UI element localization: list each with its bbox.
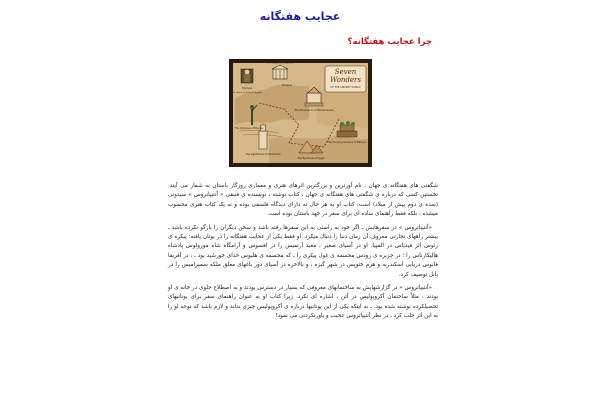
statue-of-zeus-icon (241, 69, 253, 83)
article-body (168, 182, 438, 326)
seven-wonders-banner (325, 66, 366, 92)
paragraph-2: «آنتیپاتروس » در سفرهایش ـ اگر خود به راستی به این سفرها رفته باشد و سخن دیگران را بازگو نکرده باشد ـ بیشتر راههای تجارتی معروف آن زمان دنیا را دنبال میکرد. او فقط یکی از عجایب هفتگانه را در یونان یافته؛ پیکره ی زئوس اثر فیدیاس در المپیا. او در آسیای صغیر ، معبد آرتمیس را در افسوس و آرامگاه شاه موزولوس پادشاه هالیکارناس را ؛ در جزیره ی رودس مجسمه ی غول پیکری را ـ که مجسمه ی هلیوس خدای خورشید بود ـ ، در آفریقا فانوس دریایی اسکندریه و هرم خئوپس در شهر گیزه ، و بالاخره در آسیای دور باغهای معلق ملکه سمیرامیس را در بابل توصیف کرد. (168, 224, 438, 278)
label-olympia: Olympia (242, 87, 252, 90)
seven-wonders-map-image (229, 59, 372, 167)
label-ephesus: Ephesus (281, 84, 293, 87)
label-gardens: The Hanging Gardens of Babylon (327, 141, 367, 144)
label-lighthouse: The Lighthouse of Alexandria (245, 153, 281, 156)
paragraph-3: «آنتیپاتروس » در گزارشهایش به ساختمانهای معروفی که بسیار در دسترس بودند و به اصطلاح جلوی در خانه ی او بودند ، مثلاً ساختمان آکروپولیس در آتن ، اشاره ای نکرد. زیرا کتاب او به عنوان راهنمای سفر برای یونانیهای تحصیلکرده نوشته شده بود. ـ به اینکه یکی از این یونانیها درباره ی آکروپولیس چیزی نداند و لازم باشد که توجه او را به این اثر جلب کرد ، در نظر آنتیپاتروس عجیب و باورنکردنی می نمود! (168, 285, 438, 320)
banner-line2: Wonders (329, 76, 362, 84)
label-zeus: The Statue of Zeus at Olympia (231, 92, 263, 94)
page-title: عجایب هفتگانه (259, 10, 341, 23)
label-temple: The Temple of Artemis (265, 61, 293, 65)
section-heading: چرا عجایب هفتگانه؟ (347, 37, 432, 47)
label-pyramids: The Pyramids of Egypt (297, 157, 325, 160)
label-mausoleum: The Mausoleum of Halicarnassus (294, 109, 334, 112)
banner-line3: OF THE ANCIENT WORLD (330, 86, 361, 89)
banner-line1: Seven (334, 68, 357, 76)
label-colossus: The Colossus of Rhodes (234, 127, 264, 130)
paragraph-1: شگفتی های هفتگانه ی جهان ، نام آورترین و بزرگترین اثرهای هنری و معماری روزگار باستان به شمار می آیند. نخستین کسی که درباره ی شگفتی های هفتگانه ی جهان ، کتاب نوشته ، نویسنده ی فنیقی « آنتیپاتروس » سیدونی (سده ی دوم پیش از میلاد) است. کتاب او به هر حال نه دارای دیدگاه فلسفی بوده و نه یک کتاب هنری محسوب میشده ، بلکه فقط راهنمای ساده ای برای سفر در جهد باستان بوده است. (168, 183, 438, 218)
